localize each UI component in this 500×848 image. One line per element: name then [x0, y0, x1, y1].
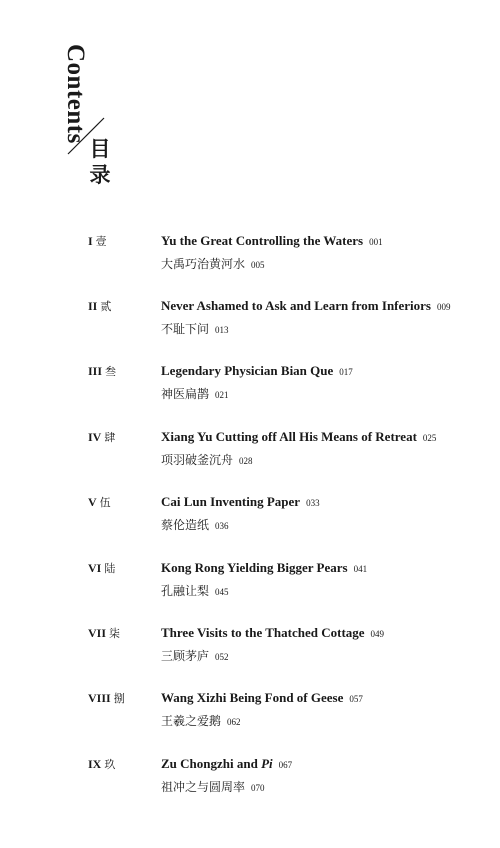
contents-title-cn — [88, 136, 112, 188]
chapter-title-en[interactable]: Never Ashamed to Ask and Learn from Inferiors 009 — [161, 298, 451, 313]
chapter-number: VII 柒 — [88, 626, 121, 640]
chapter-title-en[interactable]: Kong Rong Yielding Bigger Pears 041 — [161, 560, 368, 575]
page-number: 017 — [339, 367, 353, 377]
chapter-title-cn[interactable]: 孔融让梨 045 — [161, 584, 229, 598]
chapter-number: VI 陆 — [88, 561, 116, 575]
chapter-title-cn[interactable]: 大禹巧治黄河水 005 — [161, 257, 265, 271]
chapter-title-cn[interactable]: 三顾茅庐 052 — [161, 649, 229, 663]
page-number: 045 — [215, 587, 229, 597]
chapter-title-en[interactable]: Cai Lun Inventing Paper 033 — [161, 494, 320, 509]
chapter-number: IX 玖 — [88, 757, 116, 771]
chapter-title-cn[interactable]: 祖冲之与圆周率 070 — [161, 780, 265, 794]
page-number: 021 — [215, 390, 229, 400]
page-number: 041 — [353, 564, 368, 574]
page-number: 070 — [251, 783, 265, 793]
page-number: 025 — [422, 433, 437, 443]
page-number: 001 — [369, 237, 383, 247]
page-number: 005 — [251, 260, 265, 270]
chapter-title-cn[interactable]: 项羽破釜沉舟 028 — [161, 453, 253, 467]
page-number: 062 — [227, 717, 241, 727]
chapter-title-en[interactable]: Xiang Yu Cutting off All His Means of Retreat 025 — [161, 429, 437, 444]
chapter-title-cn[interactable]: 王羲之爱鹅 062 — [161, 714, 241, 728]
page-number: 067 — [278, 760, 293, 770]
chapter-number: IV 肆 — [88, 430, 116, 444]
chapter-number: I 壹 — [88, 234, 107, 248]
contents-title-cn-char-2: 录 — [89, 163, 111, 187]
chapter-title-en[interactable]: Three Visits to the Thatched Cottage 049 — [161, 625, 385, 640]
contents-title-en: Contents — [62, 44, 89, 144]
chapter-number: V 伍 — [88, 495, 111, 509]
chapter-title-cn[interactable]: 蔡伦造纸 036 — [161, 518, 229, 532]
contents-title-cn-char-1: 目 — [89, 137, 111, 161]
contents-heading — [58, 44, 92, 144]
chapter-title-cn[interactable]: 不耻下问 013 — [161, 322, 229, 336]
chapter-title-en[interactable]: Zu Chongzhi and Pi 067 — [161, 756, 293, 771]
page-number: 049 — [370, 629, 385, 639]
page-number: 036 — [215, 521, 229, 531]
chapter-title-en[interactable]: Yu the Great Controlling the Waters 001 — [161, 233, 383, 248]
chapter-number: III 叁 — [88, 364, 117, 378]
page-number: 028 — [239, 456, 253, 466]
page-number: 057 — [349, 694, 363, 704]
chapter-title-en[interactable]: Wang Xizhi Being Fond of Geese 057 — [161, 690, 363, 705]
chapter-title-cn[interactable]: 神医扁鹊 021 — [161, 387, 229, 401]
page-number: 033 — [306, 498, 320, 508]
chapter-title-en[interactable]: Legendary Physician Bian Que 017 — [161, 363, 353, 378]
chapter-number: II 贰 — [88, 299, 112, 313]
page-number: 009 — [437, 302, 451, 312]
page-number: 052 — [215, 652, 229, 662]
page-number: 013 — [215, 325, 229, 335]
chapter-number: VIII 捌 — [88, 691, 125, 705]
